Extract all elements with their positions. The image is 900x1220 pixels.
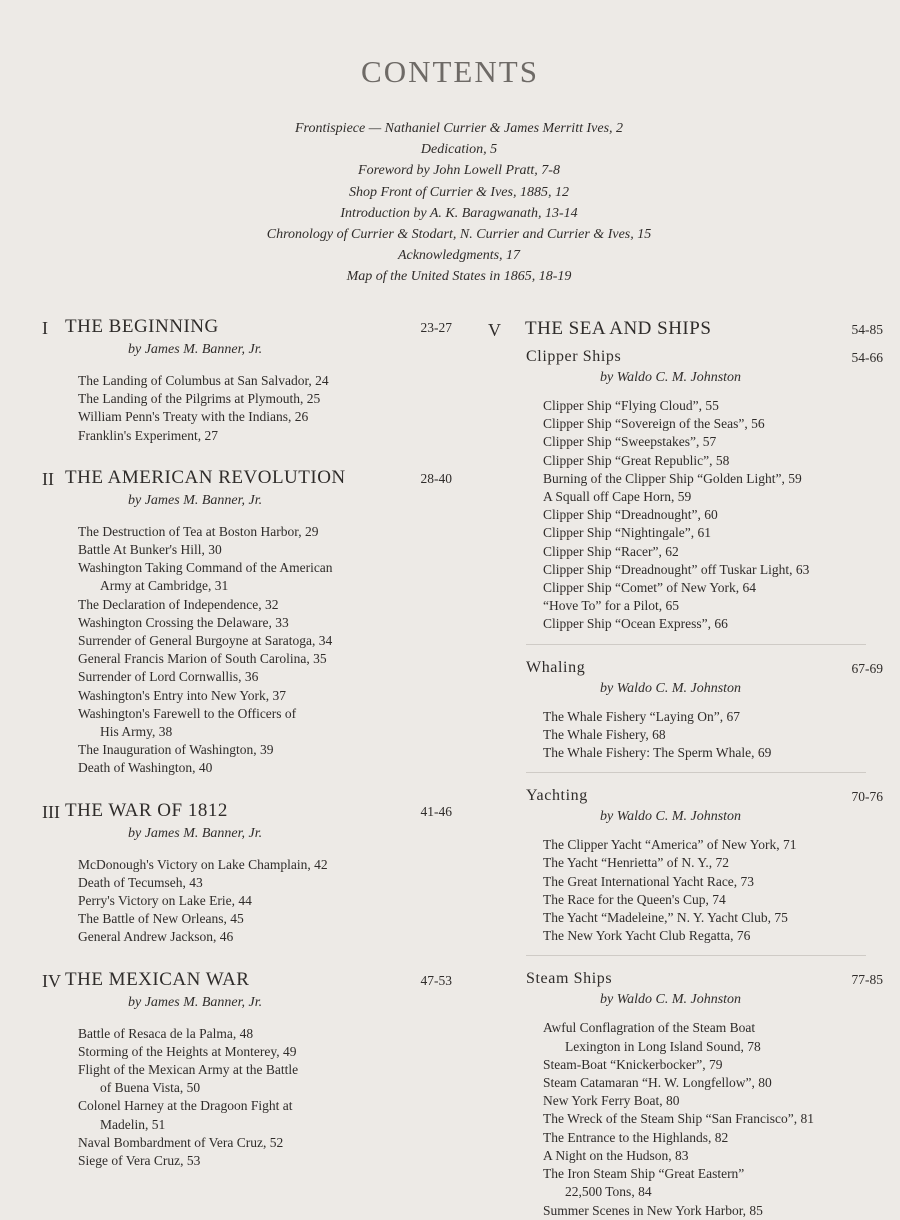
front-matter-item: Foreword by John Lowell Pratt, 7-8 [358,163,560,179]
toc-entry: Franklin's Experiment, 27 [78,427,219,443]
toc-entry: Army at Cambridge, 31 [100,578,229,594]
toc-entry: Awful Conflagration of the Steam Boat [543,1020,756,1036]
toc-entry: The Great International Yacht Race, 73 [543,873,755,889]
section-war-of-1812 [42,800,452,947]
toc-entry: Clipper Ship “Flying Cloud”, 55 [543,398,719,413]
section-divider [526,955,866,956]
section-author: by James M. Banner, Jr. [128,342,263,357]
section-sea-and-ships-heading [488,318,883,342]
subsection-steam-ships [526,970,883,1219]
section-title: THE WAR OF 1812 [65,799,228,821]
toc-entry: Burning of the Clipper Ship “Golden Light”, 59 [543,470,802,486]
toc-entry: Naval Bombardment of Vera Cruz, 52 [78,1134,284,1150]
toc-entry: William Penn's Treaty with the Indians, 26 [78,409,309,425]
section-title: THE MEXICAN WAR [65,968,250,990]
section-pages: 47-53 [420,972,452,988]
toc-entry: A Night on the Hudson, 83 [543,1147,689,1163]
toc-entry: The Declaration of Independence, 32 [78,596,279,612]
toc-entry: The Battle of New Orleans, 45 [78,911,244,927]
toc-entry: 22,500 Tons, 84 [565,1184,652,1200]
toc-entry: Madelin, 51 [100,1116,166,1132]
section-number: V [488,320,501,340]
section-number: IV [42,970,61,991]
toc-entry: Summer Scenes in New York Harbor, 85 [543,1202,763,1218]
subsection-yachting [526,787,883,945]
toc-entry: Steam Catamaran “H. W. Longfellow”, 80 [543,1075,772,1091]
subsection-author: by Waldo C. M. Johnston [600,370,742,385]
toc-entry: The Yacht “Madeleine,” N. Y. Yacht Club, 75 [543,910,788,926]
subsection-pages: 77-85 [851,972,883,988]
toc-entry: Washington's Farewell to the Officers of [78,705,297,721]
toc-entry: The Landing of Columbus at San Salvador, 24 [78,373,329,388]
subsection-author: by Waldo C. M. Johnston [600,809,742,825]
toc-entry: Battle of Resaca de la Palma, 48 [78,1025,254,1041]
toc-entry: Clipper Ship “Ocean Express”, 66 [543,616,728,632]
toc-entry: The Inauguration of Washington, 39 [78,742,274,758]
section-pages: 54-85 [851,322,883,337]
front-matter-list [0,118,900,288]
page-title: CONTENTS [361,54,539,89]
section-author: by James M. Banner, Jr. [128,994,263,1010]
front-matter-item: Acknowledgments, 17 [397,248,521,264]
toc-entry: Perry's Victory on Lake Erie, 44 [78,893,252,909]
toc-entry: The Entrance to the Highlands, 82 [543,1129,729,1145]
toc-entry: Clipper Ship “Sweepstakes”, 57 [543,434,717,450]
toc-entry: A Squall off Cape Horn, 59 [543,489,692,505]
toc-entry: Death of Tecumseh, 43 [78,874,203,890]
toc-entry: Washington's Entry into New York, 37 [78,687,286,703]
toc-entry: Clipper Ship “Racer”, 62 [543,543,679,559]
section-number: I [42,318,48,338]
toc-entry: Washington Crossing the Delaware, 33 [78,614,289,630]
subsection-title: Yachting [526,787,588,805]
toc-entry: Clipper Ship “Great Republic”, 58 [543,452,730,468]
toc-entry: Clipper Ship “Dreadnought”, 60 [543,507,718,523]
subsection-title: Whaling [526,658,586,676]
toc-entry: Siege of Vera Cruz, 53 [78,1153,201,1169]
section-divider [526,644,866,645]
toc-entry: Clipper Ship “Comet” of New York, 64 [543,580,756,596]
right-column [488,318,883,1220]
toc-entry: Clipper Ship “Sovereign of the Seas”, 56 [543,416,765,432]
toc-entry: Lexington in Long Island Sound, 78 [565,1038,761,1054]
section-american-revolution [42,467,452,778]
front-matter-item: Shop Front of Currier & Ives, 1885, 12 [349,184,569,200]
left-column [42,316,452,1170]
section-divider [526,772,866,773]
toc-entry: Clipper Ship “Dreadnought” off Tuskar Light, 63 [543,561,810,577]
subsection-clipper-ships [526,348,883,634]
toc-entry: The Whale Fishery “Laying On”, 67 [543,708,740,724]
toc-entry: The Destruction of Tea at Boston Harbor, 29 [78,523,319,539]
section-number: III [42,801,60,822]
section-pages: 28-40 [420,470,452,486]
subsection-pages: 70-76 [851,789,883,805]
toc-entry: General Andrew Jackson, 46 [78,929,234,945]
subsection-title: Steam Ships [526,970,613,988]
subsection-whaling [526,659,883,763]
toc-entry: General Francis Marion of South Carolina, 35 [78,651,327,667]
toc-entry: Death of Washington, 40 [78,760,213,776]
toc-entry: Storming of the Heights at Monterey, 49 [78,1043,297,1059]
section-title: THE BEGINNING [65,316,219,337]
toc-entry: McDonough's Victory on Lake Champlain, 42 [78,856,328,872]
subsection-pages: 54-66 [851,350,883,365]
toc-entry: The Clipper Yacht “America” of New York, 71 [543,837,797,853]
subsection-title: Clipper Ships [526,348,622,365]
toc-entry: Clipper Ship “Nightingale”, 61 [543,525,711,541]
section-title: THE SEA AND SHIPS [525,318,712,339]
toc-entry: Steam-Boat “Knickerbocker”, 79 [543,1056,723,1072]
subsection-author: by Waldo C. M. Johnston [600,992,742,1008]
toc-entry: His Army, 38 [100,724,173,740]
section-number: II [42,468,54,489]
toc-entry: The Iron Steam Ship “Great Eastern” [543,1166,745,1182]
section-author: by James M. Banner, Jr. [128,825,263,841]
subsection-author: by Waldo C. M. Johnston [600,680,742,696]
toc-entry: Flight of the Mexican Army at the Battle [78,1062,299,1078]
toc-entry: The Whale Fishery, 68 [543,726,666,742]
front-matter-item: Map of the United States in 1865, 18-19 [346,269,572,285]
front-matter-item: Frontispiece — Nathaniel Currier & James Merritt Ives, 2 [294,121,624,136]
toc-entry: New York Ferry Boat, 80 [543,1093,680,1109]
section-beginning [42,316,452,445]
section-pages: 41-46 [420,803,452,819]
toc-entry: The Whale Fishery: The Sperm Whale, 69 [543,745,772,761]
toc-entry: The Landing of the Pilgrims at Plymouth, 25 [78,391,321,407]
toc-entry: The Race for the Queen's Cup, 74 [543,891,726,907]
section-pages: 23-27 [420,320,452,335]
subsection-pages: 67-69 [851,660,883,676]
section-mexican-war [42,969,452,1171]
front-matter-item: Chronology of Currier & Stodart, N. Currier and Currier & Ives, 15 [266,227,652,243]
toc-entry: of Buena Vista, 50 [100,1080,201,1096]
toc-entry: Colonel Harney at the Dragoon Fight at [78,1098,293,1114]
front-matter-item: Introduction by A. K. Baragwanath, 13-14 [340,205,578,221]
toc-entry: The Yacht “Henrietta” of N. Y., 72 [543,855,729,871]
toc-entry: Surrender of Lord Cornwallis, 36 [78,669,259,685]
front-matter-item: Dedication, 5 [420,142,498,158]
toc-entry: Battle At Bunker's Hill, 30 [78,542,222,558]
section-title: THE AMERICAN REVOLUTION [65,466,346,488]
toc-entry: The Wreck of the Steam Ship “San Francisco”, 81 [543,1111,815,1127]
toc-entry: Surrender of General Burgoyne at Saratoga, 34 [78,633,333,649]
toc-entry: “Hove To” for a Pilot, 65 [543,598,680,614]
section-author: by James M. Banner, Jr. [128,492,263,508]
toc-entry: Washington Taking Command of the American [78,560,333,576]
toc-entry: The New York Yacht Club Regatta, 76 [543,928,751,944]
